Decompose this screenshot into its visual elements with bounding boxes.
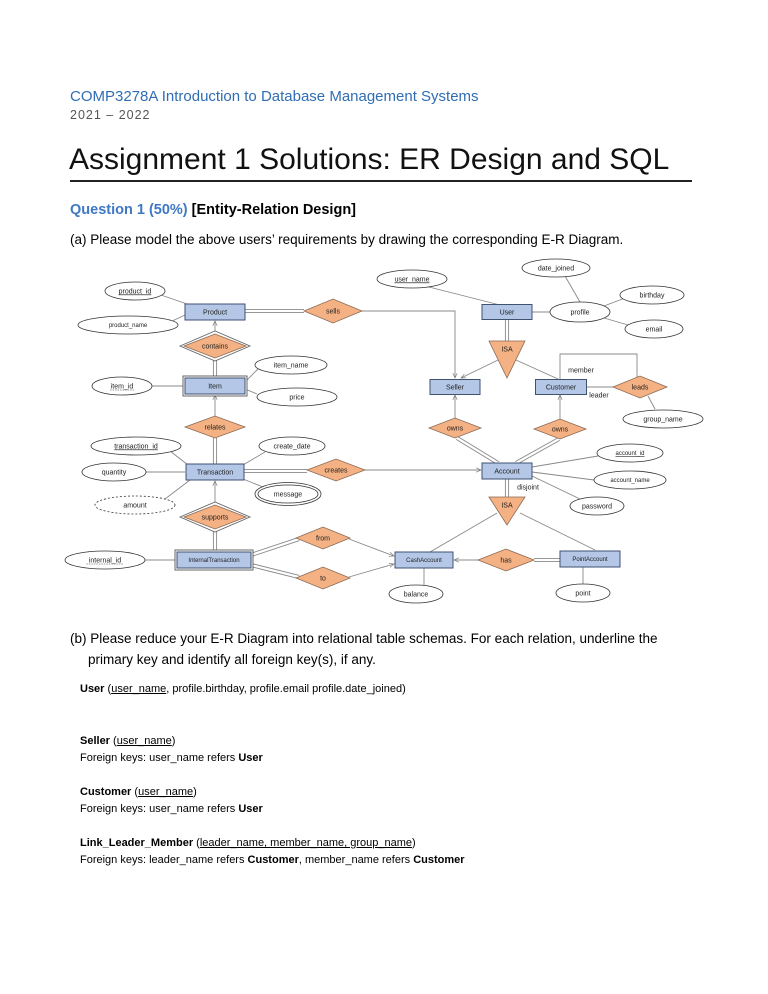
- relationship-label: relates: [204, 424, 226, 432]
- attribute-product-name: [78, 316, 178, 334]
- attribute-label: product_name: [108, 323, 148, 330]
- schema-link-leader-member: [80, 835, 465, 869]
- relationship-to: [296, 567, 350, 589]
- attribute-amount: [95, 496, 175, 514]
- attribute-quantity: [82, 463, 146, 481]
- attribute-date-joined: [522, 259, 590, 277]
- attribute-create-date: [259, 437, 325, 455]
- connector-line: [565, 276, 580, 302]
- connector-line: [456, 439, 497, 464]
- question-label: Question 1 (50%): [70, 202, 188, 218]
- attribute-label: user_name: [394, 276, 430, 284]
- schema-seller: [80, 733, 263, 767]
- attribute-label: balance: [403, 591, 429, 599]
- part-a-prompt: (a) Please model the above users’ requirements by drawing the corresponding E-R Diagram.: [70, 232, 624, 247]
- role-label-leader: leader: [589, 392, 609, 400]
- primary-key: leader_name, member_name, group_name: [199, 837, 413, 849]
- entity-transaction: [186, 464, 244, 480]
- relationship-owns1: [429, 418, 481, 438]
- relationship-label: to: [320, 575, 326, 583]
- connector-line: [165, 480, 190, 499]
- relationship-supports: [180, 502, 250, 532]
- relationship-label: supports: [201, 514, 229, 522]
- attribute-email: [625, 320, 683, 338]
- attribute-label: email: [645, 326, 663, 334]
- connector-line: [243, 452, 265, 465]
- attribute-account-name: [594, 471, 666, 489]
- connector-line: [604, 298, 625, 306]
- attribute-label: price: [289, 394, 305, 402]
- entity-label: Customer: [545, 384, 577, 392]
- connector-line: [517, 440, 560, 464]
- attribute-label: product_id: [118, 288, 152, 296]
- connector-line: [604, 318, 628, 325]
- connector-line: [532, 476, 580, 499]
- connector-line: [430, 513, 497, 552]
- attribute-label: account_name: [610, 478, 650, 485]
- connector-line: [158, 294, 190, 305]
- schema-user: [80, 681, 406, 698]
- connector-line: [520, 513, 595, 550]
- entity-label: Product: [202, 309, 228, 317]
- entity-label: Seller: [446, 384, 464, 392]
- connector-line: [251, 567, 299, 579]
- entity-label: PointAccount: [572, 557, 608, 564]
- entity-label: Transaction: [196, 469, 234, 477]
- relationship-label: owns: [446, 425, 464, 433]
- connector-line: [170, 451, 188, 465]
- attribute-label: account_id: [615, 451, 645, 458]
- connector-line: [458, 437, 499, 462]
- isa-account-isa: [489, 497, 525, 525]
- attribute-label: create_date: [273, 443, 311, 451]
- foreign-keys: Foreign keys: user_name refers User: [80, 752, 263, 764]
- attribute-birthday: [620, 286, 684, 304]
- relation-name: Customer: [80, 786, 132, 798]
- relationship-label: creates: [324, 467, 348, 475]
- schema-definition: Seller (user_name): [80, 735, 176, 747]
- relation-name: User: [80, 683, 105, 695]
- attribute-label: amount: [123, 502, 147, 510]
- isa-label: ISA: [501, 346, 513, 354]
- schema-customer: [80, 784, 263, 818]
- entity-item: [183, 376, 247, 396]
- attribute-password: [570, 497, 624, 515]
- entity-seller: [430, 380, 480, 395]
- attribute-product-id: [105, 282, 165, 300]
- entity-customer: [536, 380, 587, 395]
- relationship-label: from: [316, 535, 330, 543]
- connector-line: [251, 563, 299, 575]
- attribute-price: [257, 388, 337, 406]
- attribute-group-name: [623, 410, 703, 428]
- attribute-label: point: [575, 590, 591, 598]
- relationship-label: owns: [551, 426, 569, 434]
- entity-label: Item: [208, 383, 222, 391]
- entity-cash: [395, 552, 453, 568]
- attribute-internal-id: [65, 551, 145, 569]
- entity-label: User: [499, 309, 515, 317]
- attribute-label: internal_id: [88, 557, 122, 565]
- relationship-sells: [304, 299, 362, 323]
- attribute-user-name: [377, 270, 447, 288]
- relationship-contains: [180, 331, 250, 361]
- relationship-label: leads: [631, 384, 649, 392]
- relationship-creates: [307, 459, 365, 481]
- isa-label: ISA: [501, 502, 513, 510]
- attribute-label: date_joined: [537, 265, 575, 273]
- entity-product: [185, 304, 245, 320]
- entity-label: InternalTransaction: [188, 558, 240, 565]
- attribute-item-id: [92, 377, 152, 395]
- relationship-owns2: [534, 419, 586, 439]
- primary-key: user_name: [111, 683, 167, 695]
- attribute-item-name: [255, 356, 327, 374]
- attribute-balance: [389, 585, 443, 603]
- connector-line: [648, 396, 655, 409]
- entity-internal: [175, 550, 253, 570]
- connector-line: [532, 456, 598, 467]
- schema-definition: Customer (user_name): [80, 786, 197, 798]
- attribute-point: [556, 584, 610, 602]
- attribute-label: password: [582, 503, 612, 511]
- role-label-member: member: [568, 367, 594, 375]
- relationship-label: has: [500, 557, 512, 565]
- schema-definition: User (user_name, profile.birthday, profile.email profile.date_joined): [80, 683, 406, 695]
- relation-name: Link_Leader_Member: [80, 837, 194, 849]
- relationship-label: contains: [201, 343, 229, 351]
- primary-key: user_name: [116, 735, 172, 747]
- attribute-label: transaction_id: [114, 443, 158, 451]
- attribute-label: message: [273, 491, 303, 499]
- connector-line: [362, 311, 455, 378]
- entity-user: [482, 305, 532, 320]
- relationship-relates: [185, 416, 245, 438]
- connector-line: [349, 564, 394, 577]
- primary-key: user_name: [138, 786, 194, 798]
- connector-line: [461, 360, 498, 378]
- attribute-label: quantity: [101, 469, 127, 477]
- connector-line: [250, 537, 298, 553]
- attribute-label: profile: [570, 309, 590, 317]
- role-label-disjoint: disjoint: [517, 484, 539, 492]
- connector-line: [349, 539, 394, 556]
- connector-line: [252, 541, 300, 557]
- connector-line: [516, 360, 558, 379]
- attribute-label: item_name: [273, 362, 309, 370]
- attribute-profile: [550, 302, 610, 322]
- foreign-keys: Foreign keys: user_name refers User: [80, 803, 263, 815]
- entity-label: Account: [494, 468, 520, 476]
- foreign-keys: Foreign keys: leader_name refers Customer, member_name refers Customer: [80, 854, 465, 866]
- relationship-has: [478, 549, 534, 571]
- part-b-line2: primary key and identify all foreign key(s), if any.: [88, 652, 376, 667]
- academic-year: 2021 – 2022: [70, 108, 151, 122]
- relationship-from: [296, 527, 350, 549]
- entity-account: [482, 463, 532, 479]
- attribute-message: [255, 483, 321, 506]
- attribute-label: group_name: [643, 416, 683, 424]
- connector-line: [532, 472, 594, 480]
- part-b-prompt: [70, 628, 710, 670]
- isa-user-isa: [489, 341, 525, 378]
- page-title: Assignment 1 Solutions: ER Design and SQL: [69, 143, 670, 176]
- course-title: COMP3278A Introduction to Database Management Systems: [70, 88, 479, 105]
- part-b-line1: (b) Please reduce your E-R Diagram into relational table schemas. For each relation, underline the: [70, 631, 658, 646]
- attribute-label: birthday: [639, 292, 665, 300]
- schema-definition: Link_Leader_Member (leader_name, member_name, group_name): [80, 837, 416, 849]
- attribute-transaction-id: [91, 437, 181, 455]
- attribute-account-id: [597, 444, 663, 462]
- connector-line: [425, 286, 500, 305]
- entity-label: CashAccount: [406, 558, 442, 565]
- question-topic: [Entity-Relation Design]: [191, 202, 357, 218]
- relationship-label: sells: [325, 308, 341, 316]
- attribute-label: item_id: [110, 383, 134, 391]
- entity-point_acc: [560, 551, 620, 567]
- relationship-leads: [613, 376, 667, 398]
- connector-line: [515, 438, 558, 462]
- relation-name: Seller: [80, 735, 110, 747]
